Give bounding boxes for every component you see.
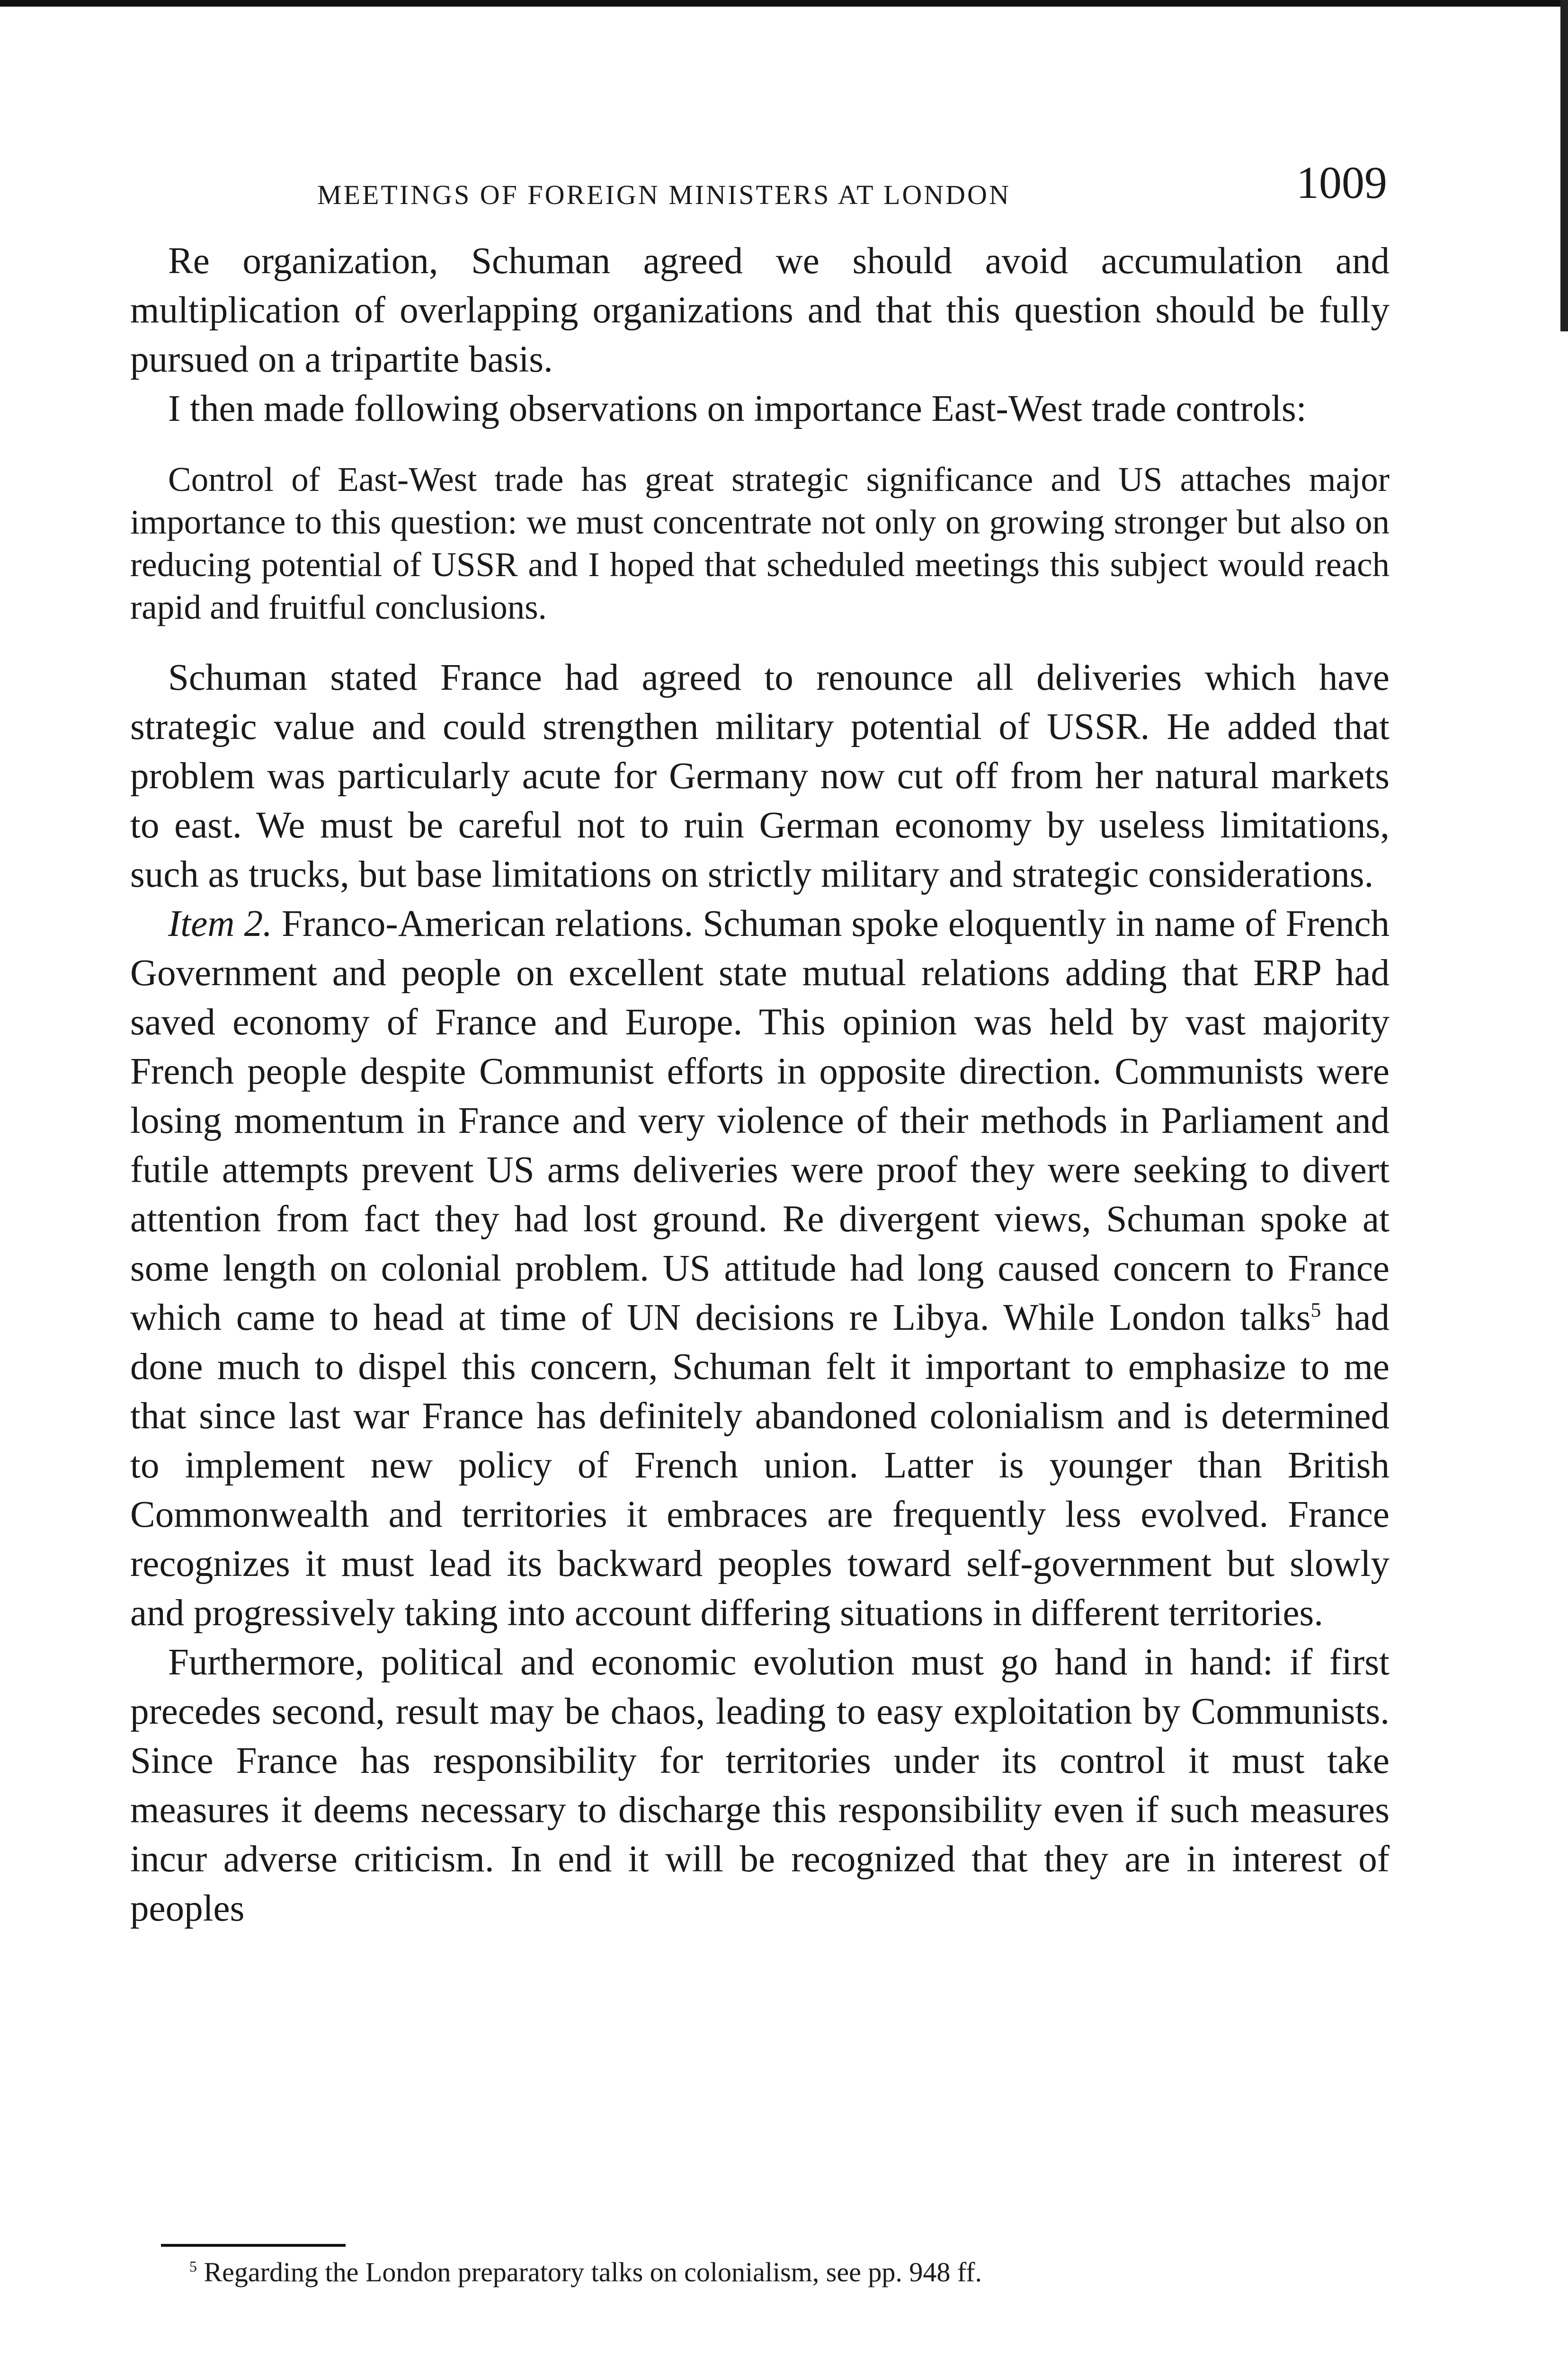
paragraph-furthermore: Furthermore, political and economic evolution must go hand in hand: if first precedes second, result may be chaos, leading to easy exploitation by Communists. Since France has responsibility for territories under its control it must take measures it deems necessary to discharge this responsibility even if such measures incur adverse criticism. In end it will be recognized that they are in interest of peoples <box>130 1642 1390 1929</box>
footnote-text: Regarding the London preparatory talks on colonialism, see pp. 948 ff. <box>204 2257 982 2287</box>
item-2-text-a: Franco-American relations. Schuman spoke eloquently in name of French Government and people on excellent state mutual relations adding that ERP had saved economy of France and Europe. This opinion was held by vast majority French people despite Communist efforts in opposite direction. Communists were losing momentum in France and very violence of their methods in Parliament and futile attempts prevent US arms deliveries were proof they were seeking to divert attention from fact they had lost ground. Re divergent views, Schuman spoke at some length on colonial problem. US attitude had long caused concern to France which came to head at time of UN decisions re Libya. While London talks <box>130 903 1390 1338</box>
top-border-rule <box>0 0 1568 7</box>
item-label: Item 2. <box>168 903 272 944</box>
item-2-text-b: had done much to dispel this concern, Schuman felt it important to emphasize to me that since last war France has definitely abandoned colonialism and is determined to implement new policy of French union. Latter is younger than British Commonwealth and territories it embraces are frequently less evolved. France recognizes it must lead its backward peoples toward self-government but slowly and progressively taking into account differing situations in different territories. <box>130 1297 1390 1634</box>
footnote <box>189 2253 1373 2291</box>
paragraph-schuman-france: Schuman stated France had agreed to renounce all deliveries which have strategic value and could strengthen military potential of USSR. He added that problem was particularly acute for Germany now cut off from her natural markets to east. We must be careful not to ruin German economy by useless limitations, such as trucks, but base limitations on strictly military and strategic considerations. <box>130 657 1390 895</box>
footnote-divider <box>161 2244 346 2247</box>
footnote-reference: 5 <box>1310 1299 1321 1322</box>
page-header <box>317 156 1387 218</box>
paragraph-organization: Re organization, Schuman agreed we should avoid accumulation and multiplication of overlapping organizations and that this question should be fully pursued on a tripartite basis. <box>130 240 1390 380</box>
paragraph-observations: I then made following observations on importance East-West trade controls: <box>168 388 1307 429</box>
paragraph-item-2 <box>130 899 1390 1638</box>
page-edge-shadow <box>1560 0 1568 331</box>
main-text <box>130 237 1390 1933</box>
running-title: MEETINGS OF FOREIGN MINISTERS AT LONDON <box>317 179 1011 210</box>
page-number: 1009 <box>1296 157 1387 208</box>
block-quote-trade-controls: Control of East-West trade has great strategic significance and US attaches major importance to this question: we must concentrate not only on growing stronger but also on reducing potential of USSR and I hoped that scheduled meetings this subject would reach rapid and fruitful conclusions. <box>130 460 1390 626</box>
footnote-marker: 5 <box>189 2258 197 2275</box>
